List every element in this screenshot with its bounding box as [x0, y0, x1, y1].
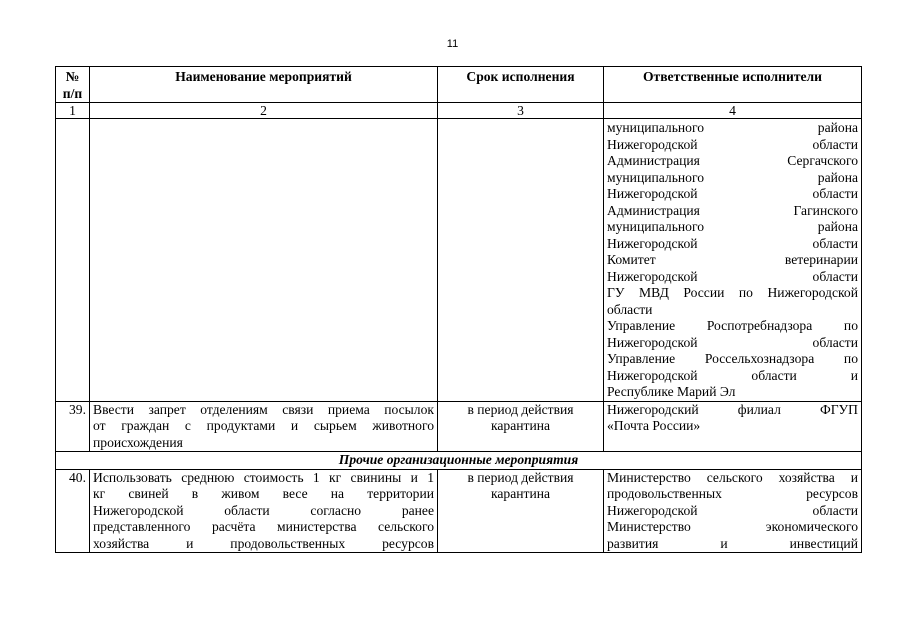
action-lines	[93, 470, 434, 553]
deadline-lines	[441, 402, 600, 435]
text-line: Нижегородской области и	[607, 367, 858, 383]
row-number: 39.	[56, 401, 90, 452]
deadline-lines	[441, 470, 600, 503]
text-line: карантина	[490, 486, 551, 501]
header-number	[56, 67, 90, 103]
text-line: муниципального района	[607, 169, 858, 185]
row-deadline-cell	[438, 469, 604, 553]
table-row-continued	[56, 119, 862, 402]
responsible-lines	[607, 470, 858, 553]
measures-table	[55, 66, 862, 553]
row-responsible-cell	[604, 401, 862, 452]
text-line: муниципального района	[607, 120, 858, 135]
text-line: Нижегородской области	[607, 235, 858, 251]
header-action: Наименование мероприятий	[90, 67, 438, 103]
responsible-lines	[607, 402, 858, 435]
text-line: области	[607, 301, 653, 317]
row-responsible-cell	[604, 119, 862, 402]
text-line: Администрация Сергачского	[607, 153, 858, 168]
text-line: Нижегородской области	[607, 502, 858, 518]
header-number-line: п/п	[62, 85, 83, 101]
text-line: от граждан с продуктами и сырьем животного	[93, 418, 434, 433]
text-line: Нижегородской области	[607, 268, 858, 284]
table-header-row	[56, 67, 862, 103]
text-line: Администрация Гагинского	[607, 202, 858, 218]
row-action-cell	[90, 119, 438, 402]
text-line: Использовать среднюю стоимость 1 кг свинины и 1	[93, 469, 434, 485]
text-line: Нижегородской области	[607, 334, 858, 350]
text-line: продовольственных ресурсов	[607, 486, 858, 501]
row-responsible-cell	[604, 469, 862, 553]
column-number: 1	[56, 103, 90, 119]
text-line: Республике Марий Эл	[607, 384, 736, 399]
text-line: развития и инвестиций	[607, 535, 858, 551]
column-number: 3	[438, 103, 604, 119]
header-deadline: Срок исполнения	[438, 67, 604, 103]
row-deadline-cell	[438, 401, 604, 452]
action-lines	[93, 402, 434, 452]
responsible-lines	[607, 120, 858, 401]
column-number: 4	[604, 103, 862, 119]
text-line: в период действия	[467, 469, 574, 485]
header-responsible: Ответственные исполнители	[604, 67, 862, 103]
text-line: Управление Роспотребнадзора по	[607, 318, 858, 333]
column-number-row	[56, 103, 862, 119]
text-line: Ввести запрет отделениям связи приема посылок	[93, 401, 434, 417]
section-title: Прочие организационные мероприятия	[56, 452, 862, 470]
header-number-line: №	[65, 69, 80, 84]
row-action-cell	[90, 401, 438, 452]
text-line: «Почта России»	[607, 418, 701, 433]
table-row-39	[56, 401, 862, 452]
text-line: кг свиней в живом весе на территории	[93, 486, 434, 501]
text-line: происхождения	[93, 434, 183, 450]
text-line: Министерство экономического	[607, 519, 858, 534]
text-line: Нижегородской области	[607, 186, 858, 201]
page-number: 11	[446, 38, 459, 50]
text-line: муниципального района	[607, 219, 858, 234]
row-number-cell	[56, 119, 90, 402]
row-action-cell	[90, 469, 438, 553]
column-number: 2	[90, 103, 438, 119]
text-line: хозяйства и продовольственных ресурсов	[93, 535, 434, 551]
text-line: Нижегородской области	[607, 136, 858, 152]
text-line: Нижегородской области согласно ранее	[93, 502, 434, 518]
text-line: представленного расчёта министерства сельского	[93, 519, 434, 534]
row-deadline-cell	[438, 119, 604, 402]
text-line: Управление Россельхознадзора по	[607, 351, 858, 366]
text-line: Комитет ветеринарии	[607, 252, 858, 267]
text-line: Нижегородский филиал ФГУП	[607, 401, 858, 417]
text-line: карантина	[490, 418, 551, 433]
text-line: Министерство сельского хозяйства и	[607, 469, 858, 485]
row-number: 40.	[56, 469, 90, 553]
text-line: в период действия	[467, 401, 574, 417]
table-row-40	[56, 469, 862, 553]
section-title-row	[56, 452, 862, 470]
text-line: ГУ МВД России по Нижегородской	[607, 285, 858, 300]
